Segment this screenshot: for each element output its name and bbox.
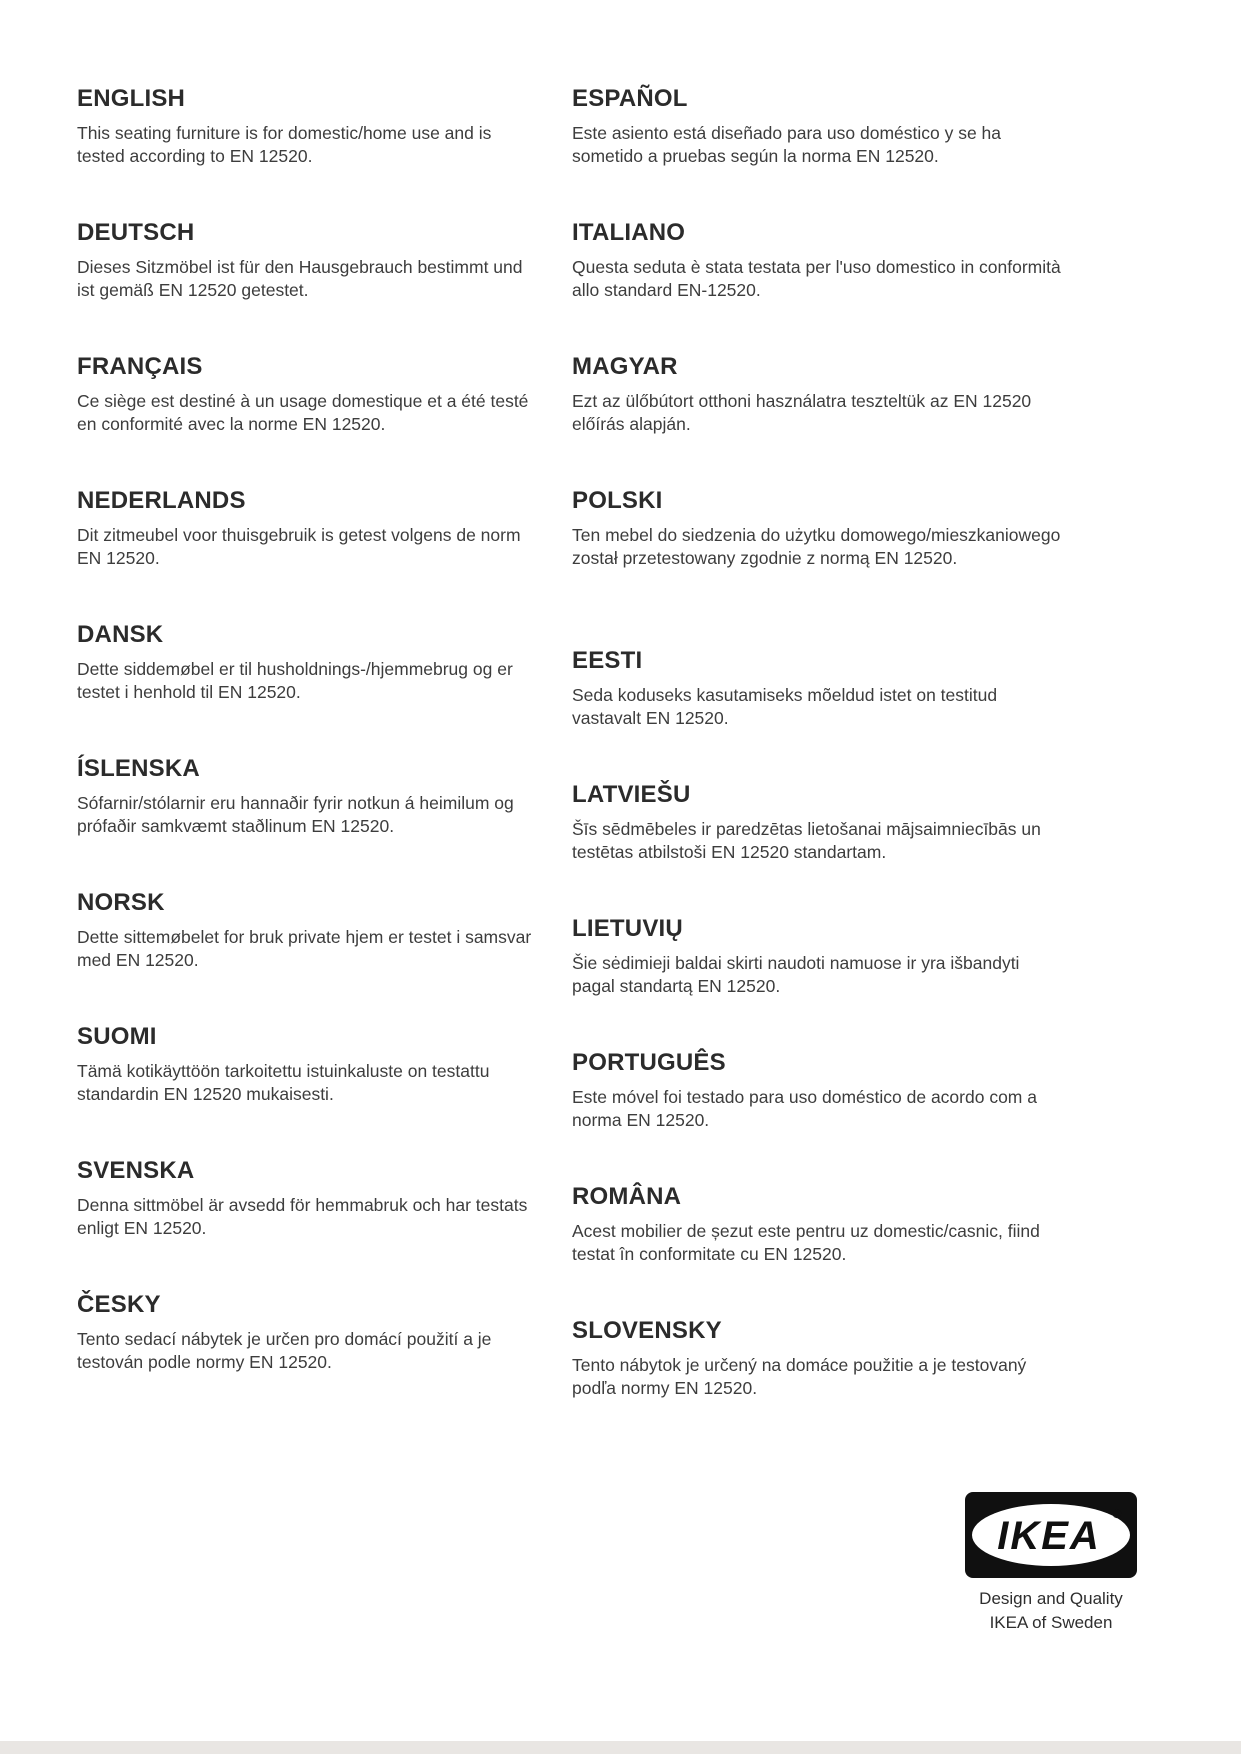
logo-caption (958, 1587, 1144, 1635)
language-description: Dette siddemøbel er til husholdnings-/hjemmebrug og er testet i henhold til EN 12520. (77, 659, 513, 702)
language-title: ROMÂNA (572, 1183, 682, 1210)
language-title: FRANÇAIS (77, 353, 203, 380)
multilingual-notice (77, 85, 1062, 1451)
language-description: Acest mobilier de șezut este pentru uz domestic/casnic, fiind testat în conformitate cu EN 12520. (572, 1221, 1040, 1264)
language-title: ESPAÑOL (572, 85, 688, 112)
section-portugues (572, 1049, 1062, 1183)
language-description: Ten mebel do siedzenia do użytku domowego/mieszkaniowego został przetestowany zgodnie z normą EN 12520. (572, 525, 1061, 568)
section-espanol (572, 85, 1062, 219)
language-description: Denna sittmöbel är avsedd för hemmabruk och har testats enligt EN 12520. (77, 1195, 528, 1238)
left-column (77, 85, 535, 1451)
section-cesky (77, 1291, 535, 1425)
language-title: EESTI (572, 647, 643, 674)
language-title: ÍSLENSKA (77, 755, 200, 782)
section-eesti (572, 647, 1062, 781)
language-description: Dette sittemøbelet for bruk private hjem er testet i samsvar med EN 12520. (77, 927, 532, 970)
language-description: Dieses Sitzmöbel ist für den Hausgebrauch bestimmt und ist gemäß EN 12520 getestet. (77, 257, 523, 300)
language-description: Šīs sēdmēbeles ir paredzētas lietošanai mājsaimniecībās un testētas atbilstoši EN 12520 standartam. (572, 819, 1041, 862)
section-norsk (77, 889, 535, 1023)
section-svenska (77, 1157, 535, 1291)
logo-caption-line2: IKEA of Sweden (989, 1613, 1113, 1632)
language-title: SLOVENSKY (572, 1317, 722, 1344)
section-italiano (572, 219, 1062, 353)
page-bottom-edge (0, 1741, 1241, 1754)
section-francais (77, 353, 535, 487)
section-suomi (77, 1023, 535, 1157)
language-title: MAGYAR (572, 353, 678, 380)
language-description: Questa seduta è stata testata per l'uso domestico in conformità allo standard EN-12520. (572, 257, 1061, 300)
language-description: Dit zitmeubel voor thuisgebruik is getest volgens de norm EN 12520. (77, 525, 521, 568)
language-description: Šie sėdimieji baldai skirti naudoti namuose ir yra išbandyti pagal standartą EN 12520. (572, 953, 1020, 996)
language-description: Ezt az ülőbútort otthoni használatra teszteltük az EN 12520 előírás alapján. (572, 391, 1032, 434)
language-description: Ce siège est destiné à un usage domestique et a été testé en conformité avec la norme EN 12520. (77, 391, 529, 434)
section-slovensky (572, 1317, 1062, 1451)
language-description: Seda koduseks kasutamiseks mõeldud istet on testitud vastavalt EN 12520. (572, 685, 998, 728)
language-title: NEDERLANDS (77, 487, 246, 514)
language-description: Tento sedací nábytek je určen pro domácí použití a je testován podle normy EN 12520. (77, 1329, 492, 1372)
section-dansk (77, 621, 535, 755)
language-title: NORSK (77, 889, 165, 916)
ikea-logo-icon (965, 1492, 1137, 1578)
ikea-brand-block (958, 1492, 1144, 1635)
right-column (572, 85, 1062, 1451)
language-description: Tento nábytok je určený na domáce použitie a je testovaný podľa normy EN 12520. (572, 1355, 1027, 1398)
language-title: DEUTSCH (77, 219, 195, 246)
section-deutsch (77, 219, 535, 353)
language-title: DANSK (77, 621, 164, 648)
language-description: Tämä kotikäyttöön tarkoitettu istuinkaluste on testattu standardin EN 12520 mukaisesti. (77, 1061, 490, 1104)
language-title: SUOMI (77, 1023, 157, 1050)
language-title: POLSKI (572, 487, 663, 514)
language-description: Este asiento está diseñado para uso doméstico y se ha sometido a pruebas según la norma EN 12520. (572, 123, 1002, 166)
section-romana (572, 1183, 1062, 1317)
ikea-logo-text: IKEA (997, 1514, 1101, 1558)
section-nederlands (77, 487, 535, 621)
language-title: ČESKY (77, 1291, 161, 1318)
section-lietuviu (572, 915, 1062, 1049)
logo-caption-line1: Design and Quality (979, 1589, 1123, 1608)
section-latviesu (572, 781, 1062, 915)
language-title: LIETUVIŲ (572, 915, 683, 942)
language-title: LATVIEŠU (572, 781, 691, 808)
section-magyar (572, 353, 1062, 487)
language-description: Sófarnir/stólarnir eru hannaðir fyrir notkun á heimilum og prófaðir samkvæmt staðlinum EN 12520. (77, 793, 514, 836)
language-title: ITALIANO (572, 219, 686, 246)
language-description: Este móvel foi testado para uso doméstico de acordo com a norma EN 12520. (572, 1087, 1037, 1130)
language-title: SVENSKA (77, 1157, 195, 1184)
language-title: PORTUGUÊS (572, 1049, 726, 1076)
language-title: ENGLISH (77, 85, 186, 112)
language-description: This seating furniture is for domestic/home use and is tested according to EN 12520. (77, 123, 492, 166)
section-islenska (77, 755, 535, 889)
section-english (77, 85, 535, 219)
section-polski (572, 487, 1062, 647)
registered-trademark-icon: ® (1112, 1506, 1122, 1521)
